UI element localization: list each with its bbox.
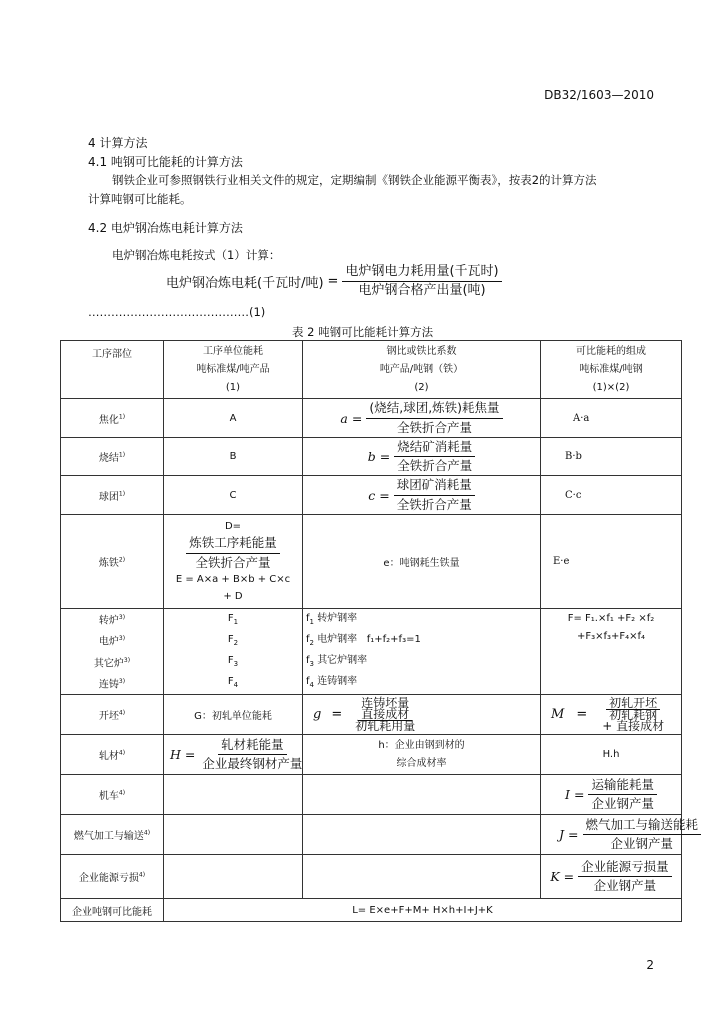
row-loco-coef — [303, 775, 541, 815]
formula-1-denominator: 电炉钢合格产出量(吨) — [358, 283, 486, 299]
row-sinter-unit: B — [164, 438, 303, 476]
row-iron-name: 炼铁$^{2)}$ — [61, 515, 164, 609]
row-iron-comp: E·e — [541, 515, 682, 609]
row-coke-name: 焦化$^{1)}$ — [61, 399, 164, 438]
section-4-2-text: 电炉钢冶炼电耗按式（1）计算： — [112, 248, 281, 262]
row-loss-name: 企业能源亏损$^{4)}$ — [61, 855, 164, 899]
section-4-title: 4 计算方法 — [88, 136, 148, 150]
formula-1-lhs: 电炉钢冶炼电耗(千瓦时/吨) — [166, 276, 324, 292]
row-rolling-coef: h：企业由钢到材的 综合成材率 — [303, 735, 541, 775]
table-row-rolling — [61, 735, 682, 775]
section-4-1-title: 4.1 吨钢可比能耗的计算方法 — [88, 155, 243, 169]
table-row-sinter — [61, 438, 682, 476]
row-rolling-unit: H = $\frac{\text{轧材耗能量}}{\text{企业最终钢材产量}}$ — [164, 735, 303, 775]
row-coke-coef: a = $\frac{\text{(烧结,球团,炼铁)耗焦量}}{\text{全铁折合产量}}$ — [303, 399, 541, 438]
row-pellet-name: 球团$^{1)}$ — [61, 476, 164, 515]
row-sinter-coef: b = $\frac{\text{烧结矿消耗量}}{\text{全铁折合产量}}$ — [303, 438, 541, 476]
row-loss-coef — [303, 855, 541, 899]
header-process: 工序部位 — [61, 341, 164, 399]
row-steel-coefs: $f_1$ 转炉钢率 $f_2$ 电炉钢率 f₁+f₂+f₃=1 $f_3$ 其它炉钢率 $f_4$ 连铸钢率 — [303, 609, 541, 695]
row-billet-unit: G：初轧单位能耗 — [164, 695, 303, 735]
table-row-steelmaking — [61, 609, 682, 695]
formula-1 — [166, 264, 502, 300]
row-coke-comp: A·a — [541, 399, 682, 438]
table-caption: 表 2 吨钢可比能耗计算方法 — [292, 325, 434, 339]
table-row-coke — [61, 399, 682, 438]
row-pellet-comp: C·c — [541, 476, 682, 515]
section-4-2-title: 4.2 电炉钢冶炼电耗计算方法 — [88, 221, 243, 235]
section-4-1-text-line1: 钢铁企业可参照钢铁行业相关文件的规定，定期编制《钢铁企业能源平衡表》，按表2的计算方法 — [112, 173, 597, 187]
formula-1-fraction — [342, 264, 501, 300]
table-row-billet — [61, 695, 682, 735]
row-loss-comp: K = $\frac{\text{企业能源亏损量}}{\text{企业钢产量}}$ — [541, 855, 682, 899]
table-row-pellet — [61, 476, 682, 515]
table-row-total — [61, 899, 682, 922]
table-row-locomotive — [61, 775, 682, 815]
table-row-energy-loss — [61, 855, 682, 899]
row-billet-name: 开坯$^{4)}$ — [61, 695, 164, 735]
row-steel-units: $F_1$ $F_2$ $F_3$ $F_4$ — [164, 609, 303, 695]
row-loss-unit — [164, 855, 303, 899]
header-ratio: 钢比或铁比系数 吨产品/吨钢（铁） (2) — [303, 341, 541, 399]
table-row-iron — [61, 515, 682, 609]
row-sinter-comp: B·b — [541, 438, 682, 476]
row-loco-comp: I = $\frac{\text{运输能耗量}}{\text{企业钢产量}}$ — [541, 775, 682, 815]
row-gas-comp: J = $\frac{\text{燃气加工与输送能耗}}{\text{企业钢产量}}$ — [541, 815, 682, 855]
row-rolling-name: 轧材$^{4)}$ — [61, 735, 164, 775]
table-row-gas — [61, 815, 682, 855]
table-header-row — [61, 341, 682, 399]
row-iron-coef: e：吨钢耗生铁量 — [303, 515, 541, 609]
row-gas-coef — [303, 815, 541, 855]
row-sinter-name: 烧结$^{1)}$ — [61, 438, 164, 476]
energy-calc-table — [60, 340, 699, 922]
row-iron-unit: D= $\frac{\text{炼铁工序耗能量}}{\text{全铁折合产量}}$ E = A×a + B×b + C×c + D — [164, 515, 303, 609]
row-steel-comp: F= F₁.×f₁ +F₂ ×f₂ +F₃×f₃+F₄×f₄ — [541, 609, 682, 695]
row-pellet-coef: c = $\frac{\text{球团矿消耗量}}{\text{全铁折合产量}}$ — [303, 476, 541, 515]
row-total-formula: L= E×e+F+M+ H×h+I+J+K — [164, 899, 682, 922]
row-total-name: 企业吨钢可比能耗 — [61, 899, 164, 922]
row-steel-names: 转炉$^{3)}$ 电炉$^{3)}$ 其它炉$^{3)}$ 连铸$^{3)}$ — [61, 609, 164, 695]
row-billet-comp: M = 初轧开坯 初轧耗钢 + 直接成材 — [541, 695, 682, 735]
row-pellet-unit: C — [164, 476, 303, 515]
page-number: 2 — [646, 958, 654, 972]
document-code: DB32/1603—2010 — [544, 88, 654, 102]
header-composition: 可比能耗的组成 吨标准煤/吨钢 (1)×(2) — [541, 341, 682, 399]
formula-1-reference: ……………………………………(1) — [88, 305, 266, 319]
section-4-1-text-line2: 计算吨钢可比能耗。 — [88, 192, 192, 206]
row-rolling-comp: H.h — [541, 735, 682, 775]
row-gas-name: 燃气加工与输送$^{4)}$ — [61, 815, 164, 855]
header-unit-energy: 工序单位能耗 吨标准煤/吨产品 (1) — [164, 341, 303, 399]
row-billet-coef: g = 连铸坯量 直接成材 初轧耗用量 — [303, 695, 541, 735]
row-coke-unit: A — [164, 399, 303, 438]
row-loco-unit — [164, 775, 303, 815]
row-gas-unit — [164, 815, 303, 855]
row-loco-name: 机车$^{4)}$ — [61, 775, 164, 815]
formula-1-numerator: 电炉钢电力耗用量(千瓦时) — [342, 264, 501, 282]
formula-1-equals: = — [327, 274, 339, 290]
